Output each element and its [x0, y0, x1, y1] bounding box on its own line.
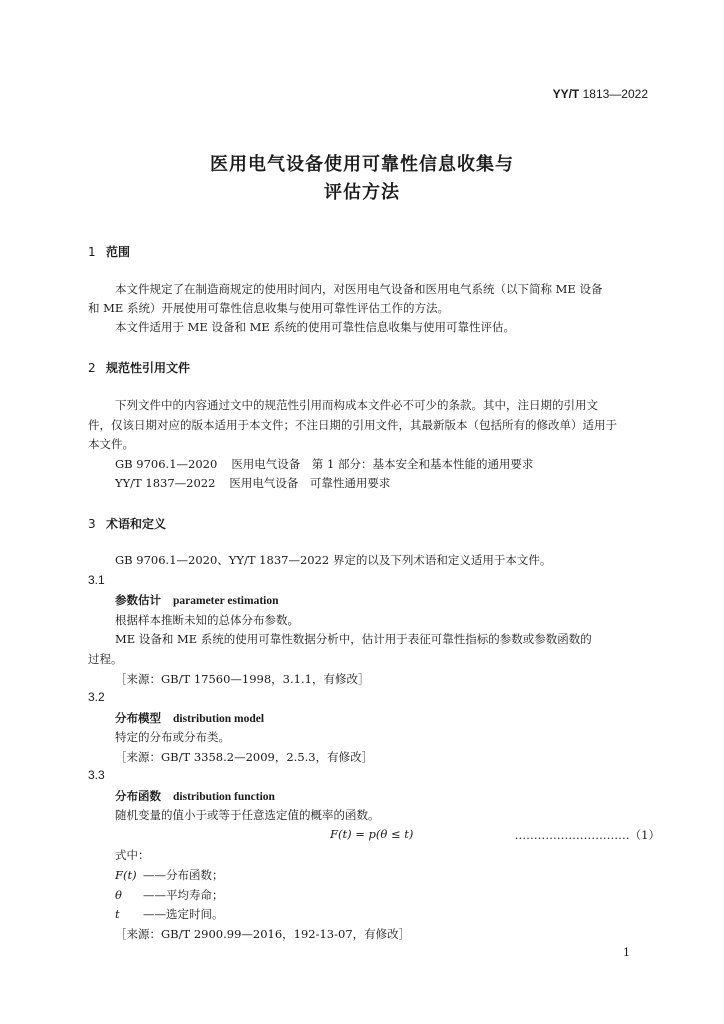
standard-prefix: YY/T: [552, 87, 580, 101]
variable-description: ——分布函数；: [143, 868, 224, 882]
term-zh: 参数估计: [115, 593, 161, 607]
variable-definition: [115, 887, 224, 903]
section-number: 3: [88, 517, 96, 531]
variable-definition: [115, 906, 224, 922]
section-title: 术语和定义: [106, 517, 167, 531]
formula: F(t) = p(θ ≤ t): [330, 827, 414, 841]
term-en: distribution model: [173, 713, 265, 725]
term-source: ［来源：GB/T 3358.2—2009，2.5.3，有修改］: [115, 750, 374, 764]
formula-number: …………………………（1）: [514, 828, 660, 842]
term-zh: 分布函数: [115, 789, 161, 803]
formula-where-label: 式中：: [115, 848, 150, 862]
normative-reference-1: [115, 456, 533, 472]
section-2-heading: [88, 359, 190, 376]
term-zh: 分布模型: [115, 711, 161, 725]
variable-description: ——选定时间。: [143, 907, 224, 921]
term-definition: 根据样本推断未知的总体分布参数。: [115, 613, 299, 627]
document-title-line1: 医用电气设备使用可靠性信息收集与: [210, 154, 514, 175]
term-number: 3.3: [88, 768, 105, 782]
section-title: 规范性引用文件: [106, 361, 191, 375]
paragraph-continuation: 件，仅该日期对应的版本适用于本文件；不注日期的引用文件，其最新版本（包括所有的修改单）适用于: [88, 418, 617, 432]
reference-title: 医用电气设备 可靠性通用要求: [229, 476, 391, 490]
reference-title: 医用电气设备 第 1 部分：基本安全和基本性能的通用要求: [231, 457, 534, 471]
paragraph-continuation: 和 ME 系统）开展使用可靠性信息收集与使用可靠性评估工作的方法。: [88, 301, 449, 315]
term-entry: [115, 788, 275, 804]
term-entry: [115, 592, 279, 608]
variable-symbol: F(t): [115, 868, 137, 882]
document-title-line2: 评估方法: [324, 182, 400, 203]
variable-symbol: θ: [115, 888, 122, 902]
term-source: ［来源：GB/T 2900.99—2016，192-13-07，有修改］: [115, 927, 411, 941]
variable-definition: [115, 867, 224, 883]
reference-code: YY/T 1837—2022: [115, 476, 216, 490]
term-entry: [115, 710, 264, 726]
section-1-heading: [88, 243, 130, 260]
term-en: parameter estimation: [173, 595, 279, 607]
standard-code: [553, 87, 648, 101]
paragraph: 本文件适用于 ME 设备和 ME 系统的使用可靠性信息收集与使用可靠性评估。: [115, 320, 515, 334]
term-definition: 随机变量的值小于或等于任意选定值的概率的函数。: [115, 808, 380, 822]
variable-symbol: t: [115, 907, 120, 921]
paragraph-continuation: 本文件。: [88, 437, 134, 451]
term-number: 3.2: [88, 690, 105, 704]
term-source: ［来源：GB/T 17560—1998，3.1.1，有修改］: [115, 672, 370, 686]
page-number: 1: [623, 946, 630, 959]
section-number: 2: [88, 361, 96, 375]
term-definition: 特定的分布或分布类。: [115, 730, 230, 744]
term-note: ME 设备和 ME 系统的使用可靠性数据分析中，估计用于表征可靠性指标的参数或参数函数的: [115, 632, 592, 646]
term-en: distribution function: [173, 791, 275, 803]
paragraph: 本文件规定了在制造商规定的使用时间内，对医用电气设备和医用电气系统（以下简称 ME 设备: [115, 282, 603, 296]
paragraph: 下列文件中的内容通过文中的规范性引用而构成本文件必不可少的条款。其中，注日期的引用文: [115, 398, 598, 412]
section-3-heading: [88, 515, 166, 532]
variable-description: ——平均寿命；: [143, 888, 224, 902]
reference-code: GB 9706.1—2020: [115, 457, 218, 471]
section-title: 范围: [106, 245, 131, 259]
paragraph: GB 9706.1—2020、YY/T 1837—2022 界定的以及下列术语和定义适用于本文件。: [115, 553, 552, 567]
term-number: 3.1: [88, 573, 105, 587]
normative-reference-2: [115, 475, 390, 491]
section-number: 1: [88, 245, 96, 259]
standard-number: 1813—2022: [582, 87, 648, 101]
term-note-continuation: 过程。: [88, 652, 123, 666]
